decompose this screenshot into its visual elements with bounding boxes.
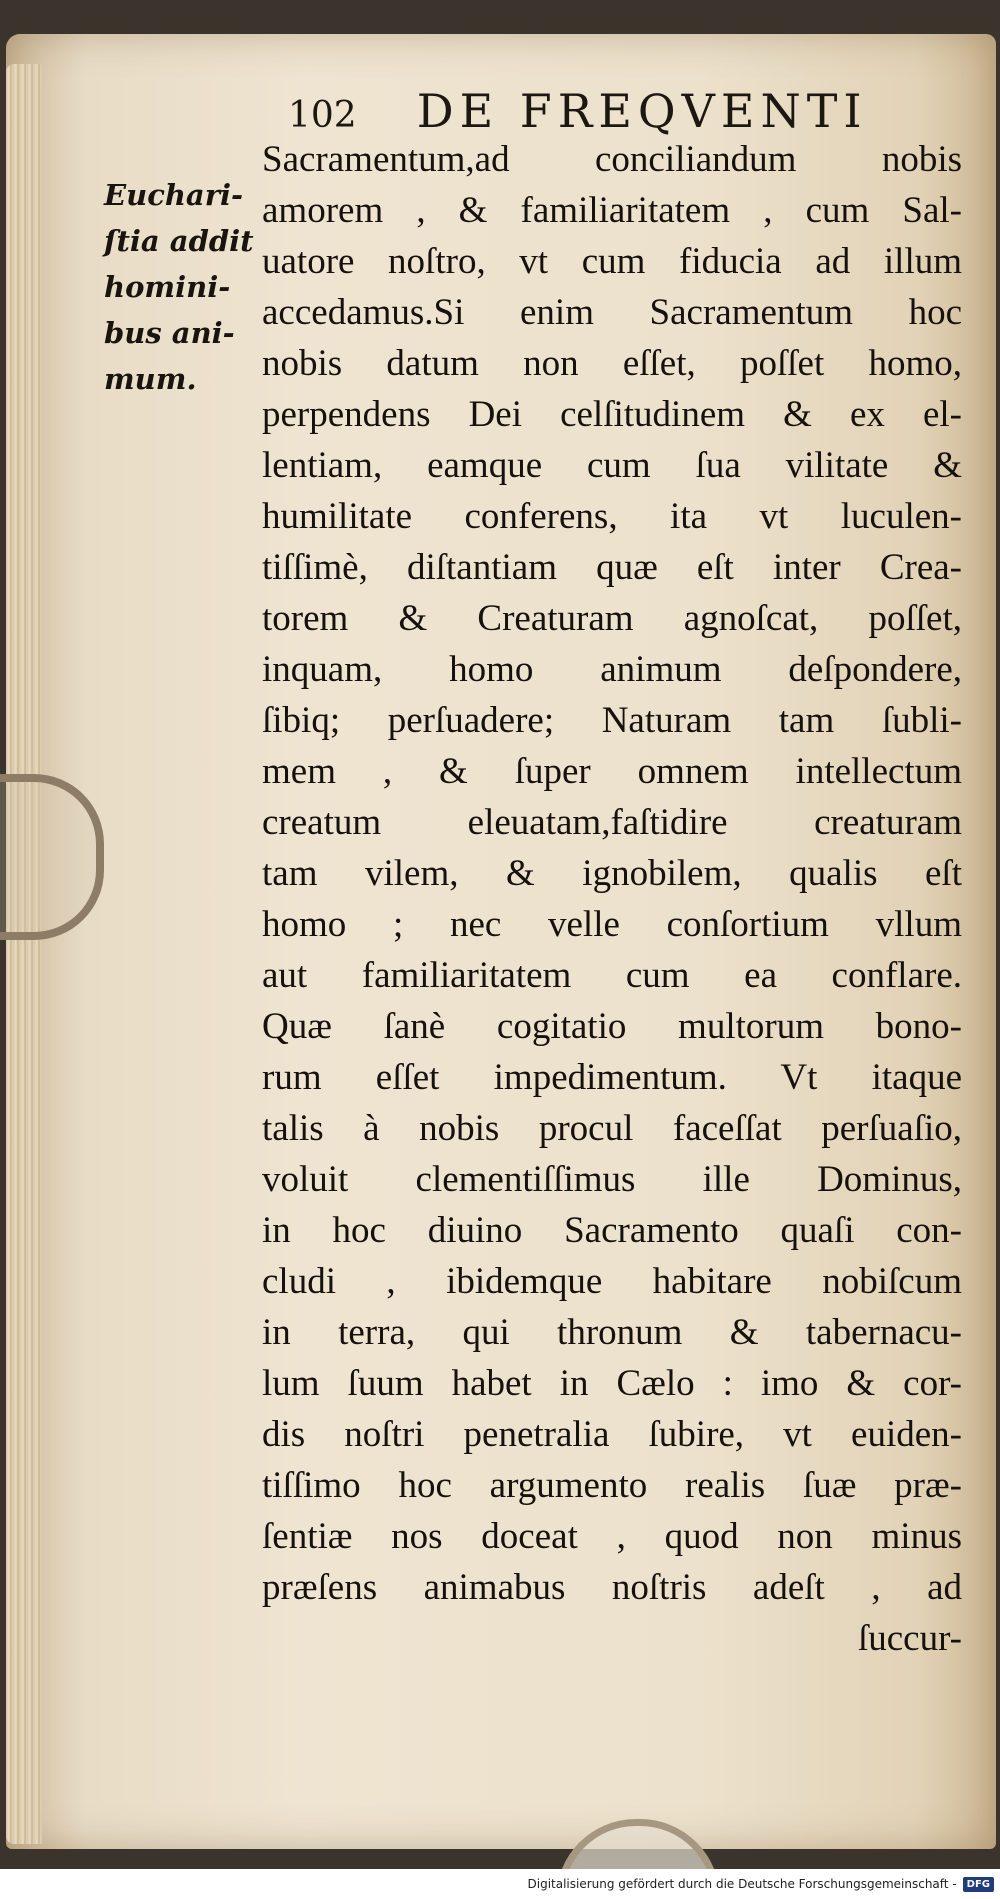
margin-note [104, 172, 254, 402]
running-head: DE FREQVENTI [416, 84, 868, 138]
text-line: cludi , ibidemque habitare nobiſcum [262, 1261, 962, 1302]
text-line: humilitate conferens, ita vt luculen- [262, 496, 962, 537]
text-line: rum eſſet impedimentum. Vt itaque [262, 1057, 962, 1098]
text-line: torem & Creaturam agnoſcat, poſſet, [262, 598, 962, 639]
clasp-left [0, 774, 104, 940]
text-line: inquam, homo animum deſpondere, [262, 649, 962, 690]
text-line: tiſſimè, diſtantiam quæ eſt inter Crea- [262, 547, 962, 588]
text-line: accedamus.Si enim Sacramentum hoc [262, 292, 962, 333]
text-line: tam vilem, & ignobilem, qualis eſt [262, 853, 962, 894]
page-number: 102 [288, 95, 357, 136]
text-line: amorem , & familiaritatem , cum Sal- [262, 190, 962, 231]
margin-note-line: mum. [104, 362, 197, 396]
margin-note-line: Euchari- [104, 178, 244, 212]
page-edges [6, 64, 42, 1844]
text-line: in hoc diuino Sacramento quaſi con- [262, 1210, 962, 1251]
margin-note-line: bus ani- [104, 316, 235, 350]
text-line: ſentiæ nos doceat , quod non minus [262, 1516, 962, 1557]
text-line: ſibiq; perſuadere; Naturam tam ſubli- [262, 700, 962, 741]
text-line: præſens animabus noſtris adeſt , ad [262, 1567, 962, 1608]
text-line: uatore noſtro, vt cum fiducia ad illum [262, 241, 962, 282]
text-line: homo ; nec velle conſortium vllum [262, 904, 962, 945]
footer-credit: Digitalisierung gefördert durch die Deutsche Forschungsgemeinschaft - [527, 1877, 957, 1891]
text-line: Sacramentum,ad conciliandum nobis [262, 139, 962, 180]
text-line: in terra, qui thronum & tabernacu- [262, 1312, 962, 1353]
text-line: aut familiaritatem cum ea conflare. [262, 955, 962, 996]
digitization-footer [0, 1869, 1000, 1899]
text-line: mem , & ſuper omnem intellectum [262, 751, 962, 792]
catchword: ſuccur- [857, 1618, 962, 1659]
margin-note-line: ſtia addit [104, 224, 254, 258]
dfg-logo: DFG [963, 1877, 994, 1892]
text-line: voluit clementiſſimus ille Dominus, [262, 1159, 962, 1200]
text-line: creatum eleuatam,faſtidire creaturam [262, 802, 962, 843]
page-header [288, 84, 948, 138]
text-line: talis à nobis procul faceſſat perſuaſio, [262, 1108, 962, 1149]
margin-note-line: homini- [104, 270, 231, 304]
text-line: lum ſuum habet in Cælo : imo & cor- [262, 1363, 962, 1404]
text-line: lentiam, eamque cum ſua vilitate & [262, 445, 962, 486]
text-line: Quæ ſanè cogitatio multorum bono- [262, 1006, 962, 1047]
text-line: perpendens Dei celſitudinem & ex el- [262, 394, 962, 435]
body-text [262, 134, 962, 1664]
text-line: dis noſtri penetralia ſubire, vt euiden- [262, 1414, 962, 1455]
text-line: nobis datum non eſſet, poſſet homo, [262, 343, 962, 384]
text-line: tiſſimo hoc argumento realis ſuæ præ- [262, 1465, 962, 1506]
